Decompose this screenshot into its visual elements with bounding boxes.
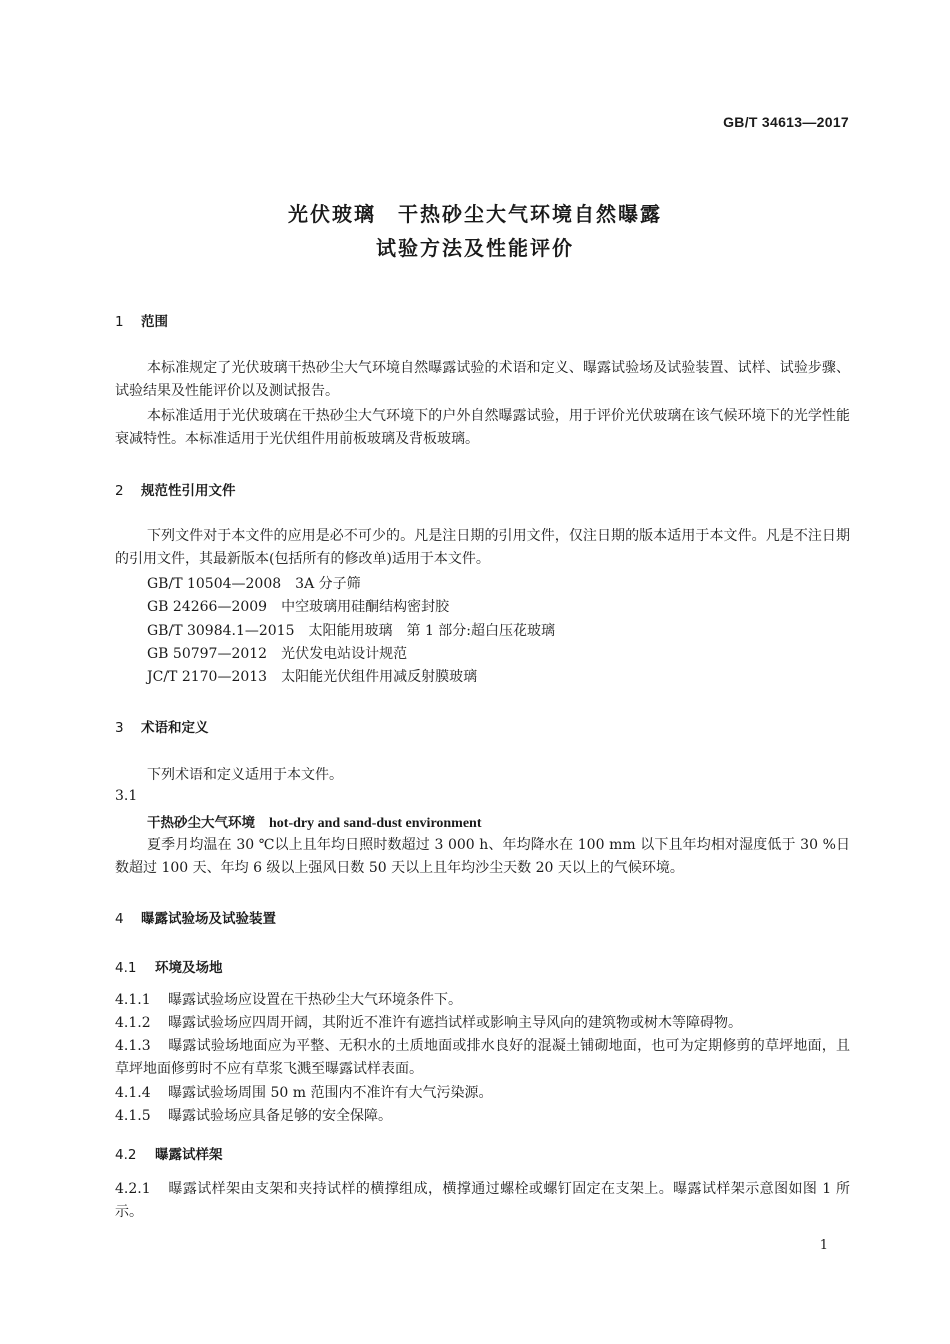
clause-text: 曝露试验场地面应为平整、无积水的土质地面或排水良好的混凝土铺砌地面，也可为定期修剪的草坪地面，且草坪地面修剪时不应有草浆飞溅至曝露试样表面。: [115, 1038, 850, 1077]
reference-code: GB/T 30984.1—2015: [147, 623, 295, 639]
clause-text: 曝露试验场应设置在干热砂尘大气环境条件下。: [168, 992, 462, 1008]
reference-title: 3A 分子筛: [295, 576, 361, 592]
section-1-heading: [115, 310, 168, 330]
subsection-title: 曝露试样架: [155, 1147, 223, 1163]
section-title: 曝露试验场及试验装置: [141, 911, 276, 927]
subsection-title: 环境及场地: [155, 960, 223, 976]
section-title: 规范性引用文件: [141, 483, 236, 499]
clause-4-1-3: [115, 1035, 850, 1081]
clause-text: 曝露试验场周围 50 m 范围内不准许有大气污染源。: [168, 1085, 493, 1101]
clause-4-1-5: [115, 1105, 850, 1128]
term-definition: 夏季月均温在 30 ℃以上且年均日照时数超过 3 000 h、年均降水在 100 mm 以下且年均相对湿度低于 30 %日数超过 100 天、年均 6 级以上强风日数 50 天以上且年均沙尘天数 20 天以上的气候环境。: [115, 837, 850, 876]
clause-number: 4.1.3: [115, 1038, 151, 1054]
document-title-line2: 试验方法及性能评价: [376, 236, 574, 260]
reference-title: 中空玻璃用硅酮结构密封胶: [281, 599, 450, 615]
document-title-line1: 光伏玻璃 干热砂尘大气环境自然曝露: [288, 202, 662, 226]
section-number: 1: [115, 314, 124, 330]
section-number: 2: [115, 483, 124, 499]
section-title: 范围: [141, 314, 168, 330]
clause-number: 4.1.5: [115, 1108, 151, 1124]
term-english: hot-dry and sand-dust environment: [269, 816, 482, 831]
standard-code: GB/T 34613—2017: [723, 114, 849, 130]
clause-4-1-4: [115, 1082, 850, 1105]
clause-text: 曝露试验场应四周开阔，其附近不准许有遮挡试样或影响主导风向的建筑物或树木等障碍物。: [168, 1015, 742, 1031]
section-number: 3: [115, 720, 124, 736]
scope-paragraph-1: 本标准规定了光伏玻璃干热砂尘大气环境自然曝露试验的术语和定义、曝露试验场及试验装置、试样、试验步骤、试验结果及性能评价以及测试报告。: [115, 360, 850, 399]
term-entry: [147, 811, 482, 832]
subsection-number: 4.2: [115, 1147, 137, 1163]
reference-item: [147, 620, 555, 640]
section-2-heading: [115, 479, 236, 499]
reference-item: [147, 573, 361, 593]
reference-title: 太阳能用玻璃 第 1 部分:超白压花玻璃: [308, 623, 556, 639]
subsection-4-1-heading: [115, 956, 223, 976]
section-title: 术语和定义: [141, 720, 209, 736]
clause-number: 4.1.4: [115, 1085, 151, 1101]
reference-item: [147, 643, 407, 663]
subsection-4-2-heading: [115, 1143, 223, 1163]
page-number: 1: [819, 1238, 828, 1253]
section-3-heading: [115, 716, 209, 736]
reference-item: [147, 666, 477, 686]
scope-paragraph-2: 本标准适用于光伏玻璃在干热砂尘大气环境下的户外自然曝露试验，用于评价光伏玻璃在该气候环境下的光学性能衰减特性。本标准适用于光伏组件用前板玻璃及背板玻璃。: [115, 408, 850, 447]
reference-code: GB/T 10504—2008: [147, 576, 282, 592]
subsection-number: 4.1: [115, 960, 137, 976]
reference-code: JC/T 2170—2013: [147, 669, 268, 685]
reference-title: 光伏发电站设计规范: [281, 646, 408, 662]
term-number: 3.1: [115, 788, 138, 804]
section-number: 4: [115, 911, 124, 927]
clause-text: 曝露试样架由支架和夹持试样的横撑组成，横撑通过螺栓或螺钉固定在支架上。曝露试样架示意图如图 1 所示。: [115, 1181, 850, 1220]
clause-number: 4.1.2: [115, 1015, 151, 1031]
clause-number: 4.1.1: [115, 992, 151, 1008]
clause-4-1-2: [115, 1012, 850, 1035]
reference-code: GB 24266—2009: [147, 599, 268, 615]
clause-4-2-1: [115, 1178, 850, 1224]
terms-intro: 下列术语和定义适用于本文件。: [147, 767, 343, 783]
reference-code: GB 50797—2012: [147, 646, 268, 662]
clause-4-1-1: [115, 989, 850, 1012]
term-chinese: 干热砂尘大气环境: [147, 815, 255, 831]
references-intro: 下列文件对于本文件的应用是必不可少的。凡是注日期的引用文件，仅注日期的版本适用于本文件。凡是不注日期的引用文件，其最新版本(包括所有的修改单)适用于本文件。: [115, 528, 850, 567]
reference-title: 太阳能光伏组件用减反射膜玻璃: [281, 669, 478, 685]
reference-item: [147, 596, 449, 616]
section-4-heading: [115, 907, 276, 927]
clause-text: 曝露试验场应具备足够的安全保障。: [168, 1108, 392, 1124]
clause-number: 4.2.1: [115, 1181, 151, 1197]
